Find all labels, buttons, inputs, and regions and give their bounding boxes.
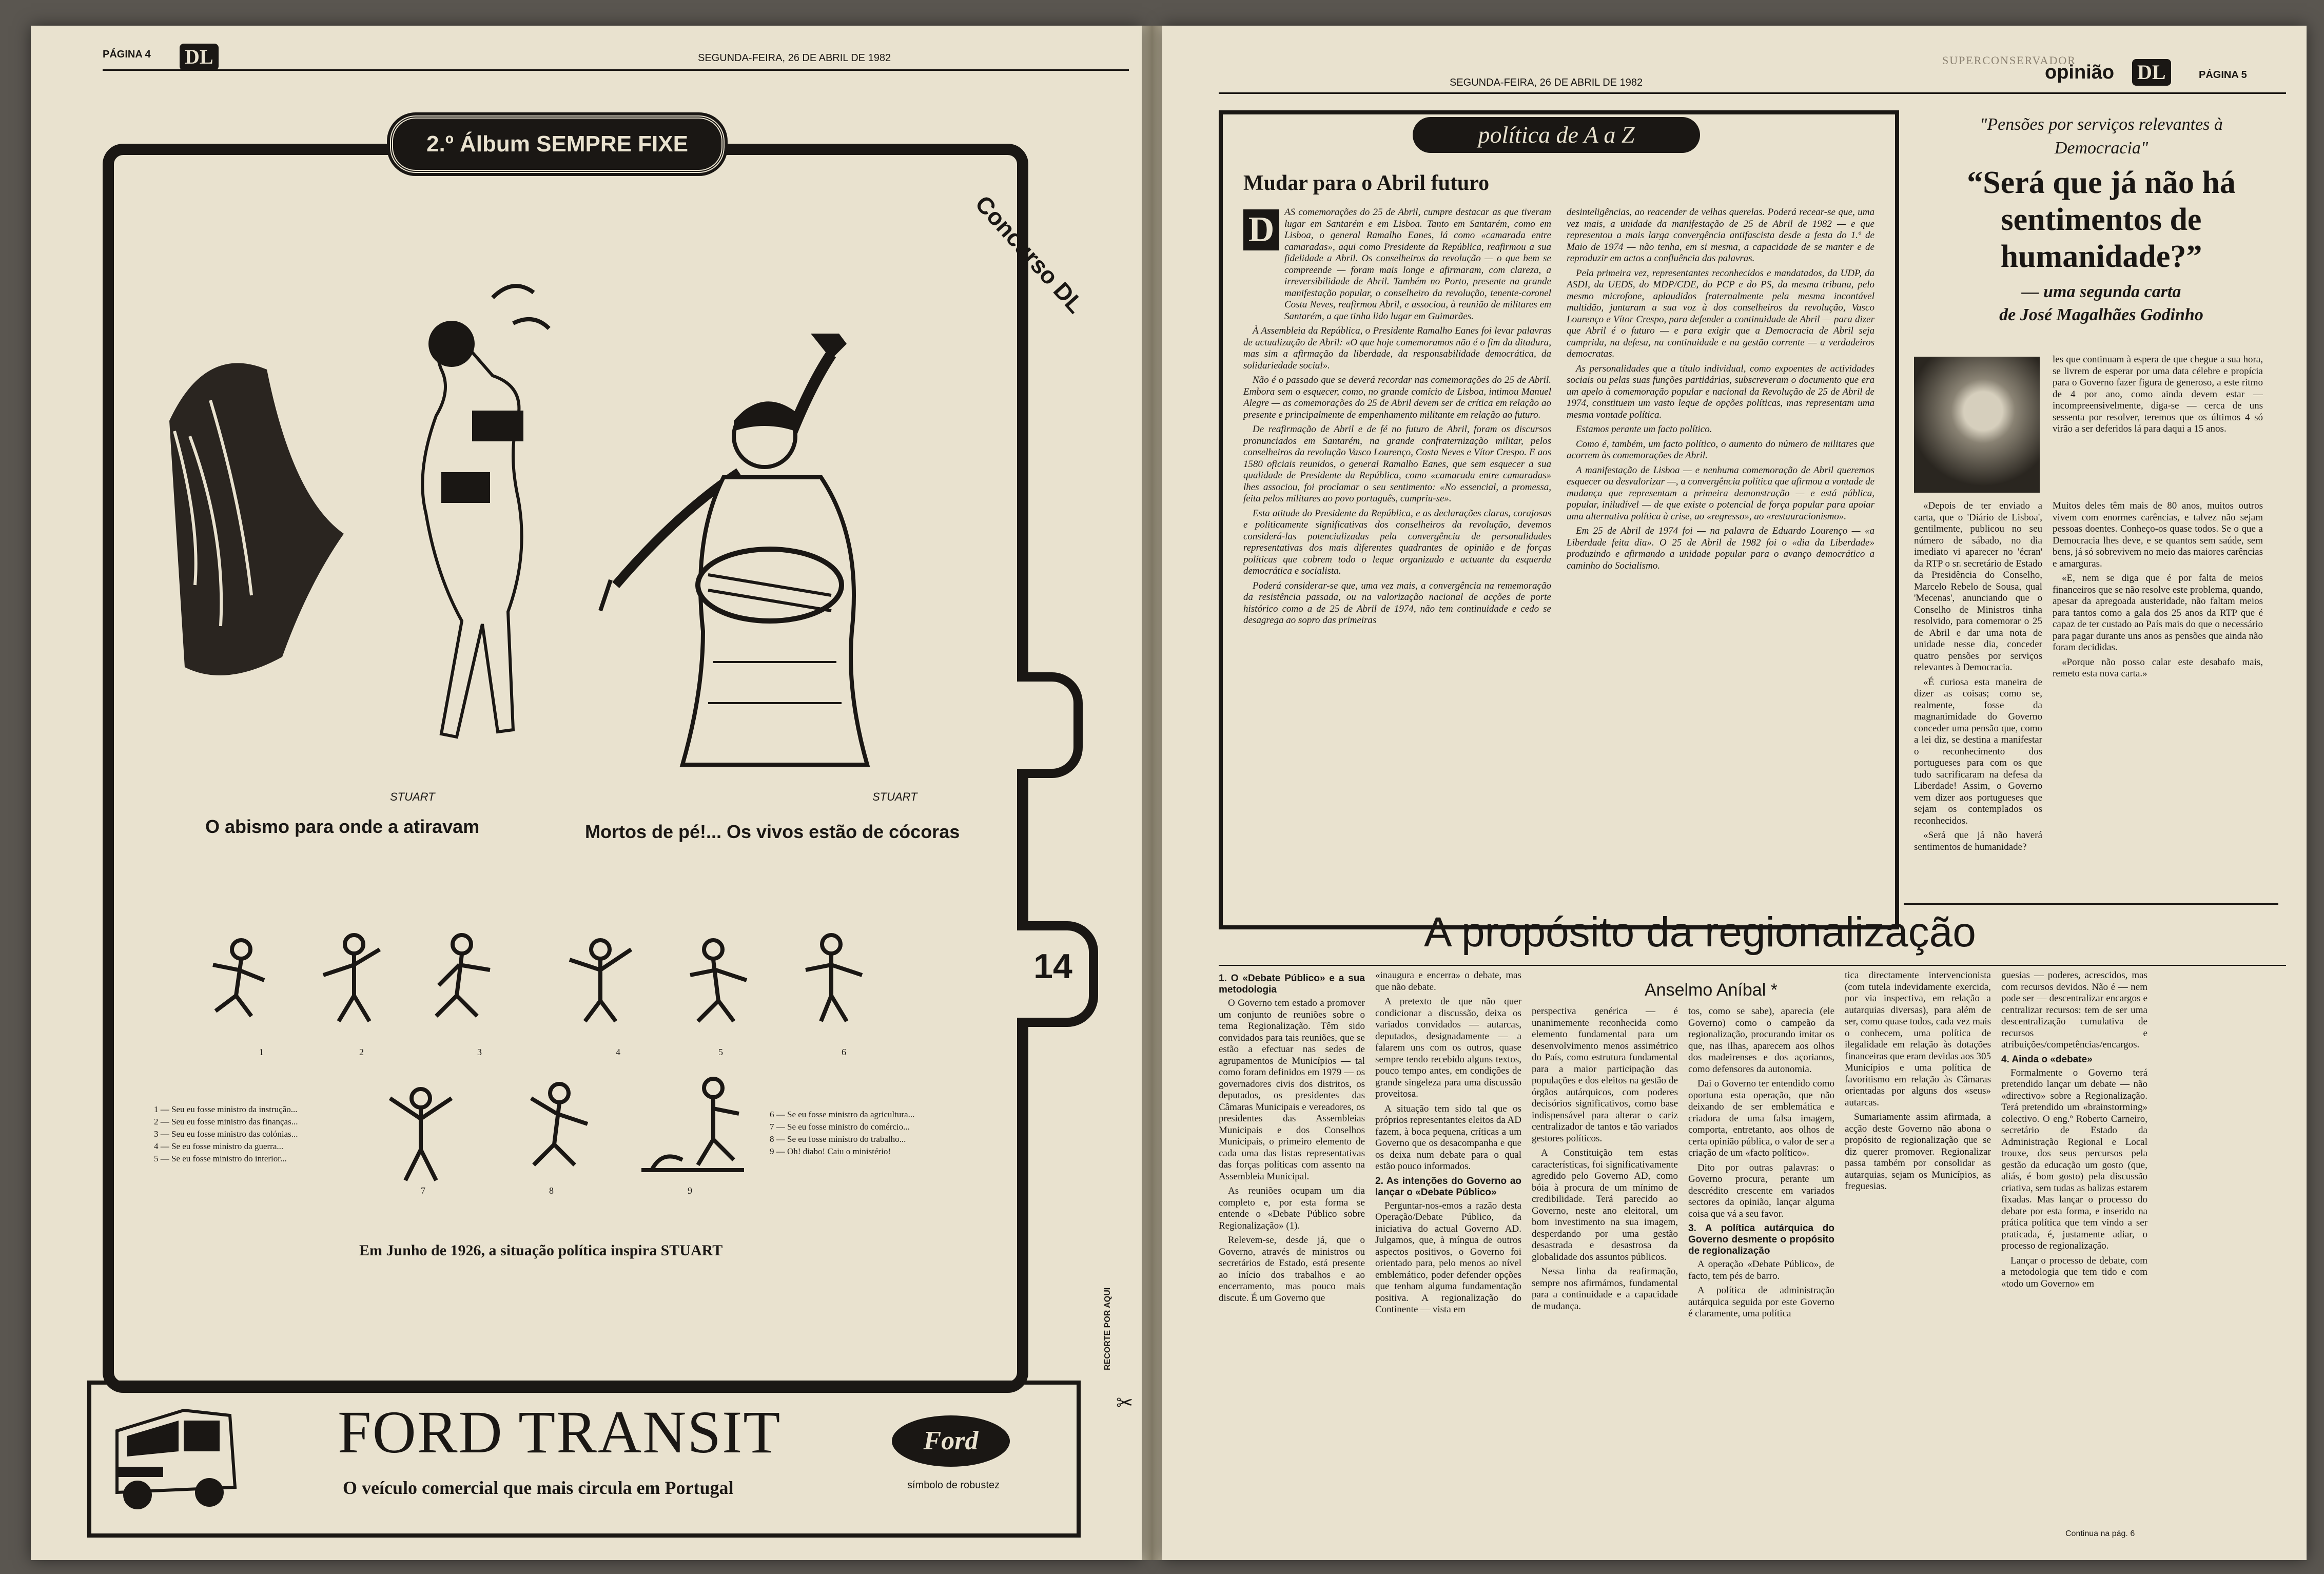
ad-subtitle: O veículo comercial que mais circula em Portugal (343, 1478, 734, 1498)
fig-number-9: 9 (688, 1186, 692, 1196)
paragraph: A situação tem sido tal que os próprios representantes eleitos da AD fazem, à boca pequena, críticas a um Governo que os desacompanha e que os deixa num debate para o qual estão pouco informados. (1375, 1103, 1521, 1172)
legend-item: 2 — Seu eu fosse ministro das finanças... (154, 1117, 298, 1126)
date-line-left: SEGUNDA-FEIRA, 26 DE ABRIL DE 1982 (698, 52, 891, 64)
strip-figure-8 (531, 1084, 588, 1165)
fig-number-6: 6 (842, 1047, 846, 1057)
header-rule-right (1219, 92, 2286, 94)
paragraph: tos, como se sabe), aparecia (ele Governo) como o campeão da regionalização, procurando imitar os que, nas ilhas, aparecem aos olhos dos madeirenses e dos açorianos, como defensores da autonomia. (1688, 1006, 1834, 1075)
frame-tab-upper (1017, 672, 1083, 778)
paragraph: As reuniões ocupam um dia completo e, por esta forma se entende o «Debate Público sobre Regionalização» (1). (1219, 1186, 1365, 1231)
section-heading: 4. Ainda o «debate» (2001, 1054, 2093, 1065)
contest-label: Concurso DL (970, 190, 1089, 319)
fig-number-7: 7 (421, 1186, 425, 1196)
opinion-column-right (2053, 500, 2263, 896)
politica-column-2 (1567, 207, 1874, 905)
left-page (31, 26, 1142, 1560)
dl-logo-right: DL (2132, 59, 2171, 86)
strip-figure-4 (570, 940, 631, 1021)
paragraph: Sumariamente assim afirmada, a acção deste Governo não abona o propósito de regionalização que se diz querer promover. Regionalizar passa também por consolidar as autarquias, sejam os Municípios, as freguesias. (1845, 1112, 1991, 1192)
author-portrait (1914, 357, 2040, 493)
region-column-2 (1375, 970, 1521, 1540)
strip-figure-5 (690, 940, 747, 1021)
fig-number-2: 2 (359, 1047, 364, 1057)
date-line-right: SEGUNDA-FEIRA, 26 DE ABRIL DE 1982 (1450, 77, 1643, 88)
album-title: 2.º Álbum SEMPRE FIXE (390, 115, 725, 173)
paragraph: les que continuam à espera de que chegue a sua hora, se livrem de esperar por uma data célebre e propícia para o Governo fazer figura de generoso, a este ritmo de 4 por ano, como ainda devem estar — incompreensivelmente, diga-se — cerca de uns sessenta por resolver, teremos que os últimos 4 só virão a ser deferidos lá para daqui a 15 anos. (2053, 354, 2263, 434)
region-rule (1219, 965, 2286, 966)
ford-logo: Ford (892, 1415, 1010, 1467)
paragraph: Em 25 de Abril de 1974 foi — na palavra de Eduardo Lourenço — «a Liberdade feita dia». O 25 de Abril de 1982 foi o «dia da Liberdade» produzindo e afirmando a unidade popular para o avanço democrático a caminho do Socialismo. (1567, 526, 1874, 571)
scissors-icon: ✂ (1116, 1391, 1134, 1414)
paragraph: AS comemorações do 25 de Abril, cumpre destacar as que tiveram lugar em Santarém e em Lisboa. Tanto em Santarém, como em Lisboa, o general Ramalho Eanes, lá como «camarada entre camaradas», aqui como Presidente da República, reafirmou a sua fidelidade a Abril. Os conselheiros da revolução — o que bem se compreende — foram mais longe e afirmaram, com clareza, a irreversibilidade de Abril. Também no Porto, presente na grande manifestação popular, o conselheiro da revolução, tenente-coronel Costa Neves, reafirmou Abril, e associou, à reunião de militares em Santarém, a que tinha lido lugar em Guimarães. (1284, 207, 1551, 322)
strip-figure-7 (390, 1089, 452, 1180)
ford-transit-ad (87, 1381, 1081, 1538)
paragraph: Formalmente o Governo terá pretendido lançar um debate — não «directivo» sobre a Regionalização. Terá pretendido um «brainstorming» colectivo. O eng.º Roberto Carneiro, secretário de Estado da Administração Regional e Local trouxe, dos seus percursos pela gestão da educação um gosto (que, aliás, é bom gosto) pela discussão criativa, sem tudas as balizas estarem fixadas. Mas lançar o processo do debate por esta forma, e inserido na prática política que tem vindo a ser praticada, é, justamente adiar, o processo de regionalização. (2001, 1067, 2147, 1251)
ad-title: FORD TRANSIT (338, 1398, 782, 1466)
paragraph: desinteligências, ao reacender de velhas querelas. Poderá recear-se que, uma vez mais, a unidade da manifestação de 25 de Abril de 1982 — e que representou a mais larga convergência antifascista desde a festa do 1.º de Maio de 1974 — não tenha, em si mesma, a capacidade de se manter e de reproduzir em actos a confluência das palavras. (1567, 207, 1874, 264)
strip-figure-6 (806, 935, 862, 1021)
legend-item: 5 — Se eu fosse ministro do interior... (154, 1154, 287, 1163)
header-rule (103, 69, 1129, 71)
fig-number-8: 8 (549, 1186, 554, 1196)
folio-left: PÁGINA 4 (103, 49, 151, 60)
paragraph: Relevem-se, desde já, que o Governo, através de ministros ou secretários de Estado, está presente ao início dos trabalhos e ao encerramento, mas pouco mais discute. É um Governo que (1219, 1235, 1365, 1304)
region-column-6 (2001, 970, 2147, 1524)
region-column-5 (1845, 970, 1991, 1540)
paragraph: Dai o Governo ter entendido como oportuna esta operação, que não deixando de ser emblemática e criadora de uma falsa imagem, comporta, entretanto, aos olhos de certa opinião pública, o valor de ser a criação de um «facto político». (1688, 1078, 1834, 1158)
paragraph: À Assembleia da República, o Presidente Ramalho Eanes foi levar palavras de actualização de Abril: «O que hoje comemoramos não é o fim da ditadura, mas sim a afirmação da liberdade, da responsabilidade democrática, da solidariedade social». (1243, 325, 1551, 371)
paragraph: «Depois de ter enviado a carta, que o 'Diário de Lisboa', gentilmente, publicou no seu número de sábado, no dia imediato vi aparecer no 'écran' da RTP o sr. secretário de Estado da Presidência do Conselho, Marcelo Rebelo de Sousa, qual 'Mecenas', anunciando que o Conselho de Ministros tinha resolvido, para comemorar o 25 de Abril e dar uma nota de unidade nesse dia, conceder quatro pensões por serviços relevantes à Democracia. (1914, 500, 2042, 673)
legend-left (154, 1103, 298, 1165)
fig-number-4: 4 (616, 1047, 620, 1057)
paragraph: A Constituição tem estas características, foi significativamente agredido pelo Governo AD, como bóia à procura de um mínimo de credibilidade. Terá parecido ao Governo, neste ano eleitoral, um bom investimento na sua imagem, desperdando por uma gestão desastrada e desastrosa da globalidade dos assuntos públicos. (1532, 1148, 1678, 1262)
cartoon-standing-dead (595, 334, 995, 775)
van-illustration-icon (107, 1400, 240, 1518)
strip-caption: Em Junho de 1926, a situação política inspira STUART (359, 1242, 723, 1259)
paragraph: Perguntar-nos-emos a razão desta Operação/Debate Público, da iniciativa do actual Governo AD. Julgamos, que, à míngua de outros aspectos positivos, o Governo foi orientado para, pelo menos ao nível emblemático, poder defender opções que tenham alguma fundamentação positiva. A regionalização do Continente — vista em (1375, 1200, 1521, 1315)
politica-box (1219, 110, 1899, 929)
legend-item: 6 — Se eu fosse ministro da agricultura... (770, 1110, 915, 1119)
paragraph: guesias — poderes, acrescidos, mas com recursos devidos. Não é — nem pode ser — descentralizar encargos e centralizar recursos: tem de ser uma descentralização cumulativa de recursos e atribuições/competências/encargos. (2001, 970, 2147, 1050)
cut-here-label: RECORTE POR AQUI (1103, 1287, 1112, 1370)
strip-figure-9 (641, 1079, 744, 1170)
paragraph: Nessa linha da reafirmação, sempre nos afirmámos, fundamental para a continuidade e a capacidade de mudança. (1532, 1266, 1678, 1312)
paragraph: As personalidades que a título individual, como expoentes de actividades sociais ou pelas suas funções partidárias, subscreveram o documento que era um apelo à comemoração popular e nacional da Revolução de 25 de Abril de 1974, constituem um vasto leque de opções políticas, mas representam uma mesma vontade política. (1567, 363, 1874, 420)
frame-tab-lower (1017, 921, 1098, 1027)
fig-number-5: 5 (718, 1047, 723, 1057)
caption-cartoon-1: O abismo para onde a atiravam (205, 816, 480, 837)
paragraph: Muitos deles têm mais de 80 anos, muitos outros vivem com enormes carências, e talvez não sejam pessoas doentes. Conheço-os quase todos. Se o que a Democracia lhes deve, e se quantos sem saúde, sem bens, já só sobrevivem no meio das maiores carências e amarguras. (2053, 500, 2263, 569)
opinion-subhead: — uma segunda carta (2021, 282, 2181, 301)
region-headline: A propósito da regionalização (1424, 909, 1976, 956)
dropcap: D (1243, 209, 1279, 250)
cartoon-abyss (164, 267, 564, 780)
fig-number-1: 1 (259, 1047, 264, 1057)
legend-item: 8 — Se eu fosse ministro do trabalho... (770, 1134, 906, 1144)
opinion-kicker: "Pensões por serviços relevantes à Democracia" (1980, 115, 2223, 158)
paragraph: perspectiva genérica — é unanimemente reconhecida como elemento fundamental para um desenvolvimento menos assimétrico do País, como estrutura fundamental para a maior participação das populações e dos eleitos na gestão de órgãos autárquicos, com poderes decisórios significativos, como base indispensável para alterar o cariz centralizador de tantos e tão variados gestores políticos. (1532, 1006, 1678, 1144)
paragraph: Poderá considerar-se que, uma vez mais, a convergência na rememoração da resistência passada, ou na valorização nacional de acções de porte histórico como a de 25 de Abril de 1974, não tem continuidade e cedo se desagrega ao sopro das primeiras (1243, 580, 1551, 626)
paragraph: De reafirmação de Abril e de fé no futuro de Abril, foram os discursos pronunciados em Santarém, na grande confraternização militar, pelos conselheiros da revolução Vasco Lourenço, Costa Neves e Vítor Crespo. E aos 1580 oficiais reunidos, o general Ramalho Eanes, que sem esquecer a sua qualidade de Presidente da República, como «camarada entre camaradas» lhes associou, foi proclamar o seu sentimento: «No essencial, a promessa, feita pelos militares ao povo português, cumpriu-se». (1243, 424, 1551, 504)
folio-right: PÁGINA 5 (2199, 69, 2247, 81)
legend-item: 4 — Se eu fosse ministro da guerra... (154, 1141, 284, 1151)
region-column-1 (1219, 970, 1365, 1540)
legend-item: 7 — Se eu fosse ministro do comércio... (770, 1122, 910, 1132)
paragraph: A pretexto de que não quer condicionar a discussão, deixa os variados convidados — autarcas, deputados, designadamente — a falarem uns com os outros, quase sempre tendo recebido alguns textos, pouco tempo antes, em condições de grande singeleza para uma discussão proveitosa. (1375, 996, 1521, 1099)
politica-headline: Mudar para o Abril futuro (1243, 171, 1490, 195)
paragraph: Pela primeira vez, representantes reconhecidos e mandatados, da UDP, da ASDI, da UEDS, do MDP/CDE, do PCP e do PS, da mesma tribuna, pelo mesmo microfone, aplaudidos fraternalmente pela mesma incontável multidão, juntaram a sua voz à dos conselheiros da revolução, Vasco Lourenço e Vítor Crespo, para defender a continuidade de Abril — para dizer que Abril é o futuro — e para exigir que a Democracia de Abril seja cumprida, na defesa, na continuidade e na gestão corrente — a verdadeiros democratas. (1567, 267, 1874, 359)
paragraph: Esta atitude do Presidente da República, e as declarações claras, corajosas e politicamente significativas dos conselheiros da revolução, devemos considerá-las potencializadas pela convergência de personalidades representativas dos mais diferentes quadrantes de opinião e de forças políticas que cobrem todo o leque organizado e actuante da esquerda democrática e socialista. (1243, 508, 1551, 576)
continued-note: Continua na pág. 6 (2065, 1529, 2135, 1538)
right-page (1162, 26, 2307, 1560)
opinion-column-left (1914, 500, 2042, 896)
opinion-headline: “Será que já não há sentimentos de humanidade?” (1967, 165, 2236, 274)
paragraph: «E, nem se diga que é por falta de meios financeiros que se não resolve este problema, quando, apesar da apregoada austeridade, não faltam meios para tantos como a gala dos 25 anos da RTP que é capaz de ter custado ao País mais do que o necessário para pagar durante uns anos as pensões que ainda não foram decididas. (2053, 573, 2263, 653)
dl-logo: DL (180, 44, 219, 70)
legend-item: 9 — Oh! diabo! Caiu o ministério! (770, 1147, 891, 1156)
politica-banner: política de A a Z (1413, 117, 1700, 153)
paragraph: tica directamente intervencionista (com tutela indevidamente exercida, por via inspectiva, em relação a autarquias diversas), para além de ser, como quase todos, cada vez mais o conhecem, uma política de ilegalidade em relação às dotações financeiras que eram devidas aos 305 Municípios e uma política de favoritismo em relação às Câmaras orientadas por alguns dos «seus» autarcas. (1845, 970, 1991, 1108)
paragraph: Como é, também, um facto político, o aumento do número de militares que acorrem às comemorações de Abril. (1567, 438, 1874, 461)
legend-right (770, 1109, 914, 1158)
region-column-3 (1532, 1006, 1678, 1540)
strip-figure-1 (213, 940, 264, 1016)
signature-stuart-1: STUART (390, 790, 435, 803)
politica-column-1 (1243, 207, 1551, 905)
ford-tagline: símbolo de robustez (907, 1480, 1000, 1491)
section-heading: 1. O «Debate Público» e a sua metodologia (1219, 973, 1365, 995)
opinion-column-top (2053, 354, 2263, 493)
legend-item: 1 — Seu eu fosse ministro da instrução... (154, 1104, 298, 1114)
paragraph: A manifestação de Lisboa — e nenhuma comemoração de Abril queremos esquecer ou desvalorizar —, a convergência política que afirmou a vontade de mudança que representam a primeira demonstração — e está pública, popular, iniludível — de que existe o potencial de força popular para apoiar uma alternativa política à crise, ao «regresso», ao «restauracionismo». (1567, 464, 1874, 522)
paragraph: O Governo tem estado a promover um conjunto de reuniões sobre o tema Regionalização. Têm sido convidados para tais reuniões, que se estão a efectuar nas sedes de agrupamentos de Municípios — tal como foram definidos em 1979 — os governadores civis dos distritos, os deputados, os presidentes das Câmaras Municipais e vereadores, os presidentes das Assembleias Municipais e dos Conselhos Municipais, o primeiro elemento de cada uma das listas representativas das forças políticas com assento na Assembleia Municipal. (1219, 998, 1365, 1182)
region-author: Anselmo Aníbal * (1645, 980, 1778, 1000)
spine-gutter (1142, 26, 1162, 1560)
caption-cartoon-2: Mortos de pé!... Os vivos estão de cócoras (585, 821, 960, 842)
section-label: opinião (2045, 62, 2115, 83)
strip-figure-2 (323, 935, 380, 1021)
paragraph: A política de administração autárquica seguida por este Governo é claramente, uma política (1688, 1285, 1834, 1319)
paragraph: «Será que já não haverá sentimentos de humanidade? (1914, 830, 2042, 852)
paragraph: Não é o passado que se deverá recordar nas comemorações do 25 de Abril. Embora sem o esquecer, como, no grande comício de Lisboa, intimou Manuel Alegre — as comemorações do 25 de Abril devem ser de crítica em relação ao presente e principalmente de empenhamento militante em relação ao futuro. (1243, 375, 1551, 420)
paragraph: Lançar o processo de debate, com a metodologia que tem tido e com «todo um Governo» em (2001, 1255, 2147, 1289)
paragraph: Estamos perante um facto político. (1576, 424, 1712, 435)
region-column-4 (1688, 1006, 1834, 1540)
strip-figure-3 (436, 935, 490, 1016)
tab-number: 14 (1033, 947, 1072, 986)
paragraph: A operação «Debate Público», de facto, tem pés de barro. (1688, 1259, 1834, 1281)
paragraph: Dito por outras palavras: o Governo procura, perante um descrédito crescente em variados sectores da opinião, lançar alguma coisa que vá a seu favor. (1688, 1162, 1834, 1219)
fig-number-3: 3 (477, 1047, 482, 1057)
section-heading: 3. A política autárquica do Governo desmente o propósito de regionalização (1688, 1223, 1834, 1256)
legend-item: 3 — Seu eu fosse ministro das colónias... (154, 1129, 298, 1139)
stuart-strip (200, 929, 970, 1216)
paragraph: «Porque não posso calar este desabafo mais, remeto esta nova carta.» (2053, 656, 2263, 679)
section-heading: 2. As intenções do Governo ao lançar o «Debate Público» (1375, 1175, 1521, 1198)
paragraph: «É curiosa esta maneira de dizer as coisas; como se, realmente, fosse da magnanimidade do Governo conceder uma pensão que, como a lei diz, se destina a manifestar o reconhecimento dos portugueses para com os que tudo sacrificaram na defesa da Liberdade! Assim, o Governo vem dizer aos portugueses que sejam os contemplados os reconhecidos. (1914, 676, 2042, 826)
opinion-byline: de José Magalhães Godinho (1999, 305, 2203, 324)
masthead-strip: SUPERCONSERVADOR (1942, 54, 2076, 67)
signature-stuart-2: STUART (872, 790, 917, 803)
opinion-end-rule (1904, 903, 2278, 905)
paragraph: «inaugura e encerra» o debate, mas que não debate. (1375, 970, 1521, 993)
